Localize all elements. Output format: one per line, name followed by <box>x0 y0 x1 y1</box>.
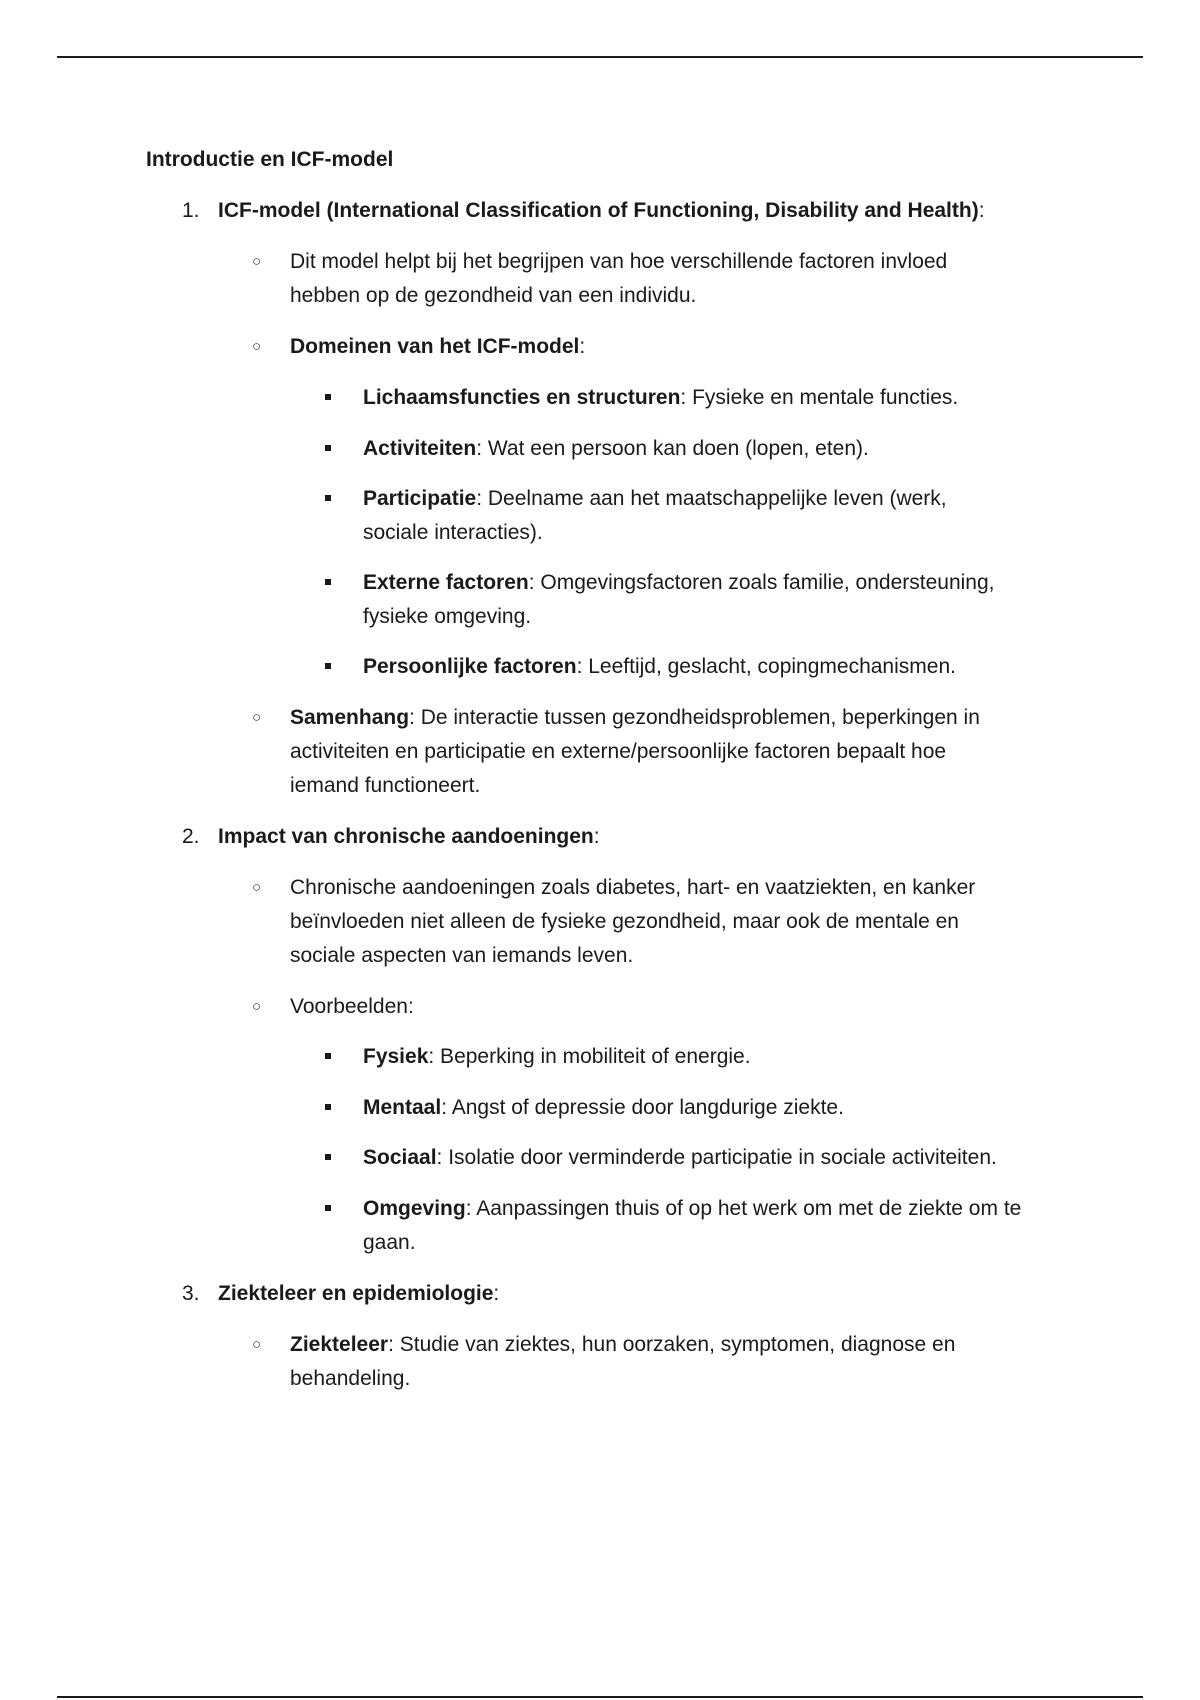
sub-item-line <box>290 1328 955 1362</box>
square-bullet-icon <box>325 381 337 415</box>
bullet-item <box>363 482 947 516</box>
bullet-item <box>363 1040 751 1074</box>
square-bullet-icon <box>325 650 337 684</box>
bullet-rest: : Wat een persoon kan doen (lopen, eten). <box>476 437 869 460</box>
bullet-bold: Omgeving <box>363 1197 466 1220</box>
bullet-bold: Fysiek <box>363 1045 429 1068</box>
item-title-bold: Ziekteleer en epidemiologie <box>218 1282 494 1305</box>
bullet-item-continued: fysieke omgeving. <box>363 605 532 628</box>
sub-item-line <box>290 701 980 735</box>
bullet-item <box>363 381 958 415</box>
list-number: 1. <box>182 199 200 222</box>
item-title-suffix: : <box>593 825 600 848</box>
bullet-rest: : Isolatie door verminderde participatie in sociale activiteiten. <box>436 1146 997 1169</box>
bottom-rule <box>57 1696 1143 1698</box>
sub-item-line: activiteiten en participatie en externe/persoonlijke factoren bepaalt hoe <box>290 740 947 763</box>
item-title-bold: ICF-model (International Classification of Functioning, Disability and Health) <box>218 199 979 222</box>
section-heading: Introductie en ICF-model <box>146 148 394 171</box>
bullet-item-continued: sociale interacties). <box>363 521 543 544</box>
top-rule <box>57 56 1143 58</box>
item-title-suffix: : <box>978 199 985 222</box>
circle-bullet-icon: ○ <box>252 879 262 896</box>
bullet-item <box>363 1192 1021 1226</box>
square-bullet-icon <box>325 432 337 466</box>
sub-item-rest: : <box>579 335 586 358</box>
circle-bullet-icon: ○ <box>252 998 262 1015</box>
sub-item-line: beïnvloeden niet alleen de fysieke gezondheid, maar ook de mentale en <box>290 910 959 933</box>
list-number: 3. <box>182 1282 200 1305</box>
sub-item-bold: Domeinen van het ICF-model <box>290 335 580 358</box>
square-bullet-icon <box>325 1091 337 1125</box>
bullet-bold: Sociaal <box>363 1146 437 1169</box>
bullet-bold: Activiteiten <box>363 437 477 460</box>
bullet-item <box>363 650 956 684</box>
bullet-rest: : Omgevingsfactoren zoals familie, ondersteuning, <box>528 571 995 594</box>
sub-item-line <box>290 330 585 364</box>
sub-item-line: sociale aspecten van iemands leven. <box>290 944 634 967</box>
sub-item-line: behandeling. <box>290 1367 411 1390</box>
circle-bullet-icon: ○ <box>252 338 262 355</box>
list-item-title <box>218 1277 499 1311</box>
sub-item-bold: Ziekteleer <box>290 1333 389 1356</box>
list-number: 2. <box>182 825 200 848</box>
bullet-rest: : Leeftijd, geslacht, copingmechanismen. <box>576 655 956 678</box>
sub-item-line: iemand functioneert. <box>290 774 481 797</box>
bullet-item-continued: gaan. <box>363 1231 416 1254</box>
bullet-bold: Mentaal <box>363 1096 442 1119</box>
bullet-rest: : Angst of depressie door langdurige ziekte. <box>441 1096 844 1119</box>
bullet-rest: : Beperking in mobiliteit of energie. <box>428 1045 751 1068</box>
square-bullet-icon <box>325 1040 337 1074</box>
bullet-bold: Lichaamsfuncties en structuren <box>363 386 681 409</box>
sub-item-rest: : De interactie tussen gezondheidsproblemen, beperkingen in <box>409 706 980 729</box>
square-bullet-icon <box>325 482 337 516</box>
bullet-bold: Persoonlijke factoren <box>363 655 577 678</box>
bullet-rest: : Deelname aan het maatschappelijke leven (werk, <box>476 487 947 510</box>
circle-bullet-icon: ○ <box>252 1336 262 1353</box>
square-bullet-icon <box>325 1192 337 1226</box>
bullet-rest: : Aanpassingen thuis of op het werk om met de ziekte om te <box>465 1197 1022 1220</box>
item-title-suffix: : <box>493 1282 500 1305</box>
sub-item-bold: Samenhang <box>290 706 410 729</box>
item-title-bold: Impact van chronische aandoeningen <box>218 825 594 848</box>
sub-item-rest: : Studie van ziektes, hun oorzaken, symptomen, diagnose en <box>388 1333 956 1356</box>
square-bullet-icon <box>325 1141 337 1175</box>
bullet-bold: Participatie <box>363 487 477 510</box>
list-item-title <box>218 820 600 854</box>
sub-item-line: Dit model helpt bij het begrijpen van hoe verschillende factoren invloed <box>290 250 948 273</box>
bullet-item <box>363 432 869 466</box>
circle-bullet-icon: ○ <box>252 253 262 270</box>
circle-bullet-icon: ○ <box>252 709 262 726</box>
sub-item-line: Chronische aandoeningen zoals diabetes, hart- en vaatziekten, en kanker <box>290 876 976 899</box>
bullet-item <box>363 566 994 600</box>
list-item-title <box>218 194 985 228</box>
bullet-rest: : Fysieke en mentale functies. <box>680 386 959 409</box>
sub-item-line: hebben op de gezondheid van een individu. <box>290 284 697 307</box>
square-bullet-icon <box>325 566 337 600</box>
sub-item-line: Voorbeelden: <box>290 995 414 1018</box>
bullet-item <box>363 1141 997 1175</box>
bullet-item <box>363 1091 844 1125</box>
bullet-bold: Externe factoren <box>363 571 529 594</box>
